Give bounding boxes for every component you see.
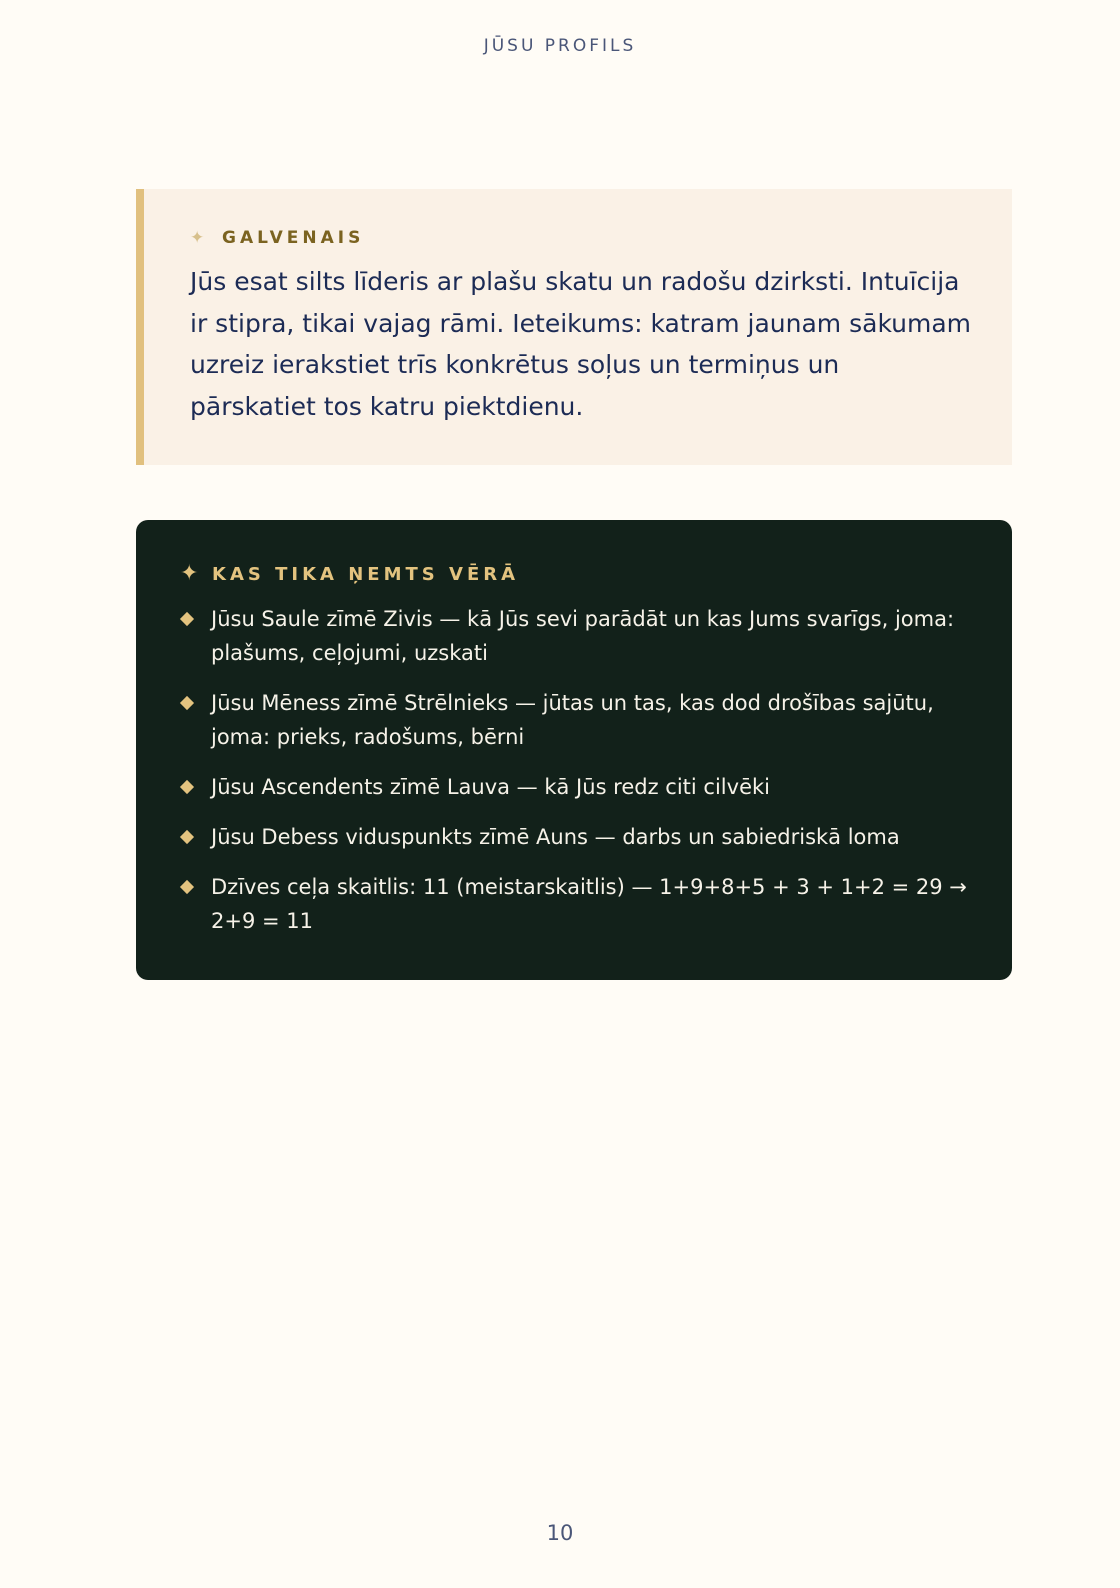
list-item: [180, 686, 972, 754]
list-item: [180, 870, 972, 938]
sparkle-icon: ✦: [180, 561, 199, 586]
factor-text: Jūsu Ascendents zīmē Lauva — kā Jūs redz citi cilvēki: [211, 775, 770, 799]
card-heading: [180, 560, 972, 588]
factor-list: [180, 602, 972, 938]
list-item: [180, 602, 972, 670]
diamond-bullet-icon: [180, 696, 194, 710]
page-number: 10: [546, 1521, 574, 1545]
diamond-bullet-icon: [180, 780, 194, 794]
list-item: [180, 770, 972, 804]
considered-factors-card: [136, 520, 1012, 980]
factor-text: Jūsu Mēness zīmē Strēlnieks — jūtas un tas, kas dod drošības sajūtu, joma: prieks, radošums, bērni: [211, 691, 934, 749]
factor-text: Jūsu Debess viduspunkts zīmē Auns — darbs un sabiedriskā loma: [211, 825, 900, 849]
diamond-bullet-icon: [180, 880, 194, 894]
running-header: JŪSU PROFILS: [483, 36, 637, 56]
diamond-bullet-icon: [180, 612, 194, 626]
factor-text: Jūsu Saule zīmē Zivis — kā Jūs sevi parādāt un kas Jums svarīgs, joma: plašums, ceļojumi, uzskati: [211, 607, 955, 665]
list-item: [180, 820, 972, 854]
sparkle-icon: ✦: [190, 227, 205, 248]
factor-text: Dzīves ceļa skaitlis: 11 (meistarskaitlis) — 1+9+8+5 + 3 + 1+2 = 29 → 2+9 = 11: [211, 875, 967, 933]
callout-heading: [190, 227, 972, 249]
key-insight-callout: [136, 189, 1012, 465]
card-title: KAS TIKA ŅEMTS VĒRĀ: [212, 563, 520, 585]
diamond-bullet-icon: [180, 830, 194, 844]
callout-title: GALVENAIS: [222, 228, 365, 248]
callout-text: Jūs esat silts līderis ar plašu skatu un radošu dzirksti. Intuīcija ir stipra, tikai vajag rāmi. Ieteikums: katram jaunam sākumam uzreiz ierakstiet trīs konkrētus soļus un termiņus un pārskatiet tos katru piektdienu.: [190, 267, 972, 421]
